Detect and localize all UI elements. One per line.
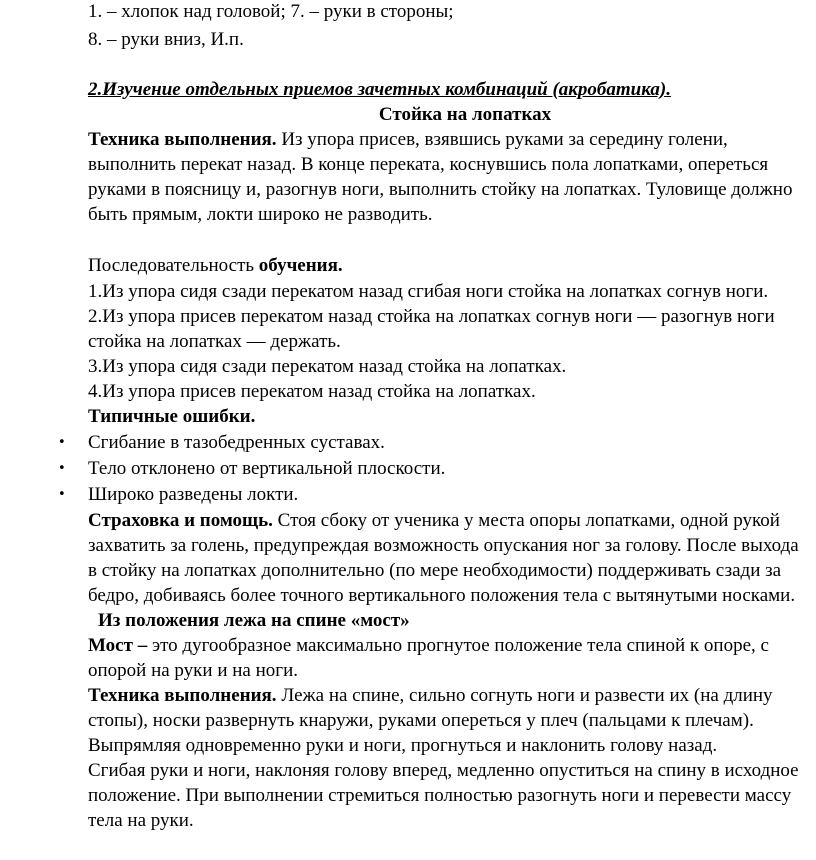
bridge-technique-line-4: Сгибая руки и ноги, наклоняя голову вперед, медленно опуститься на спину в исходное [88,760,799,781]
safety-text: Стоя сбоку от ученика у места опоры лопатками, одной рукой [272,510,780,531]
bridge-technique-text: Лежа на спине, сильно согнуть ноги и развести их (на длину [276,685,773,706]
sequence-heading [88,254,343,278]
errors-heading: Типичные ошибки. [88,406,256,427]
error-item: Тело отклонено от вертикальной плоскости. [88,458,446,479]
section-heading: 2.Изучение отдельных приемов зачетных комбинаций (акробатика). [88,79,671,100]
stand-technique-line-1 [88,128,728,152]
bridge-definition-line-1 [88,634,769,658]
bridge-technique-line-1 [88,684,773,708]
bridge-technique-line-2: стопы), носки развернуть кнаружи, руками опереться у плеч (пальцами к плечам). [88,710,754,731]
sequence-label-bold: обучения. [258,255,343,276]
bridge-technique-line-6: тела на руки. [88,810,194,831]
step-line: стойка на лопатках — держать. [88,331,341,352]
bullet-icon: • [58,461,66,476]
intro-line-2: 8. – руки вниз, И.п. [88,29,244,50]
bridge-definition-text: это дугообразное максимально прогнутое положение тела спиной к опоре, с [147,635,769,656]
bridge-technique-line-3: Выпрямляя одновременно руки и ноги, прогнуться и наклонить голову назад. [88,735,718,756]
step-line: 2.Из упора присев перекатом назад стойка на лопатках согнув ноги — разогнув ноги [88,306,775,327]
safety-line-1 [88,509,780,533]
intro-line-1: 1. – хлопок над головой; 7. – руки в стороны; [88,1,454,22]
bridge-technique-line-5: положение. При выполнении стремиться полностью разогнуть ноги и перевести массу [88,785,792,806]
step-line: 1.Из упора сидя сзади перекатом назад сгибая ноги стойка на лопатках согнув ноги. [88,281,769,302]
stand-technique-line-2: выполнить перекат назад. В конце переката, коснувшись пола лопатками, опереться [88,154,769,175]
stand-title: Стойка на лопатках [378,104,552,125]
safety-line-2: захватить за голень, предупреждая возможность опускания ног за голову. После выхода [88,535,799,556]
stand-technique-line-4: быть прямым, локти широко не разводить. [88,204,433,225]
bullet-icon: • [58,435,66,450]
safety-label: Страховка и помощь. [88,510,273,531]
sequence-label: Последовательность [88,255,259,276]
stand-technique-text: Из упора присев, взявшись руками за середину голени, [276,129,728,150]
stand-technique-line-3: руками в поясницу и, разогнув ноги, выполнить стойку на лопатках. Туловище должно [88,179,793,200]
bridge-title: Из положения лежа на спине «мост» [98,610,410,631]
error-item: Сгибание в тазобедренных суставах. [88,432,385,453]
stand-technique-label: Техника выполнения. [88,129,277,150]
step-line: 4.Из упора присев перекатом назад стойка на лопатках. [88,381,536,402]
safety-line-4: бедро, добиваясь более точного вертикального положения тела с вытянутыми носками. [88,585,796,606]
safety-line-3: в стойку на лопатках дополнительно (по мере необходимости) поддерживать сзади за [88,560,782,581]
step-line: 3.Из упора сидя сзади перекатом назад стойка на лопатках. [88,356,567,377]
bridge-technique-label: Техника выполнения. [88,685,277,706]
bridge-definition-line-2: опорой на руки и на ноги. [88,660,298,681]
bullet-icon: • [58,487,66,502]
bridge-definition-label: Мост – [88,635,148,656]
error-item: Широко разведены локти. [88,484,299,505]
